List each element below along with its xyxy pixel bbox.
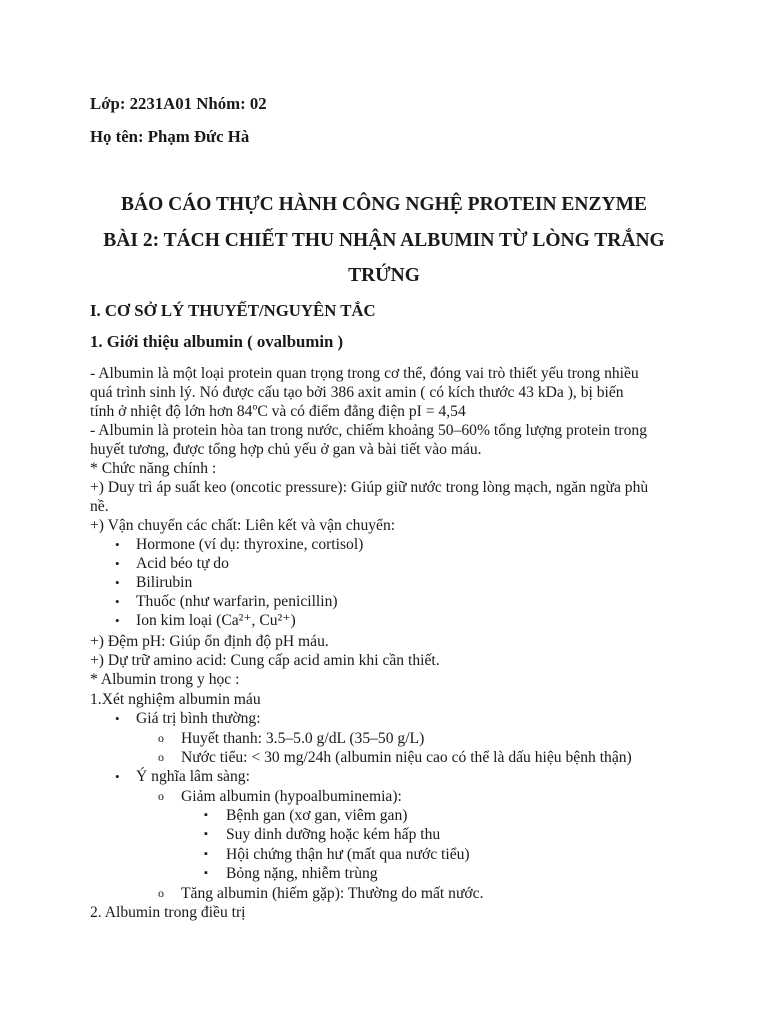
bullet-square-icon: ▪ (204, 828, 208, 840)
bullet-square-icon: ▪ (204, 848, 208, 860)
list-item: Bilirubin (136, 574, 193, 591)
bullet-disc-icon: • (115, 594, 120, 609)
lesson-title: BÀI 2: TÁCH CHIẾT THU NHẬN ALBUMIN TỪ LÒNG TRẮNG (103, 230, 665, 251)
bullet-square-icon: ▪ (204, 867, 208, 879)
paragraph-line: tính ở nhiệt độ lớn hơn 84ºC và có điểm đẳng điện pI = 4,54 (90, 403, 466, 420)
list-item: Bỏng nặng, nhiễm trùng (226, 865, 378, 882)
list-item: Giá trị bình thường: (136, 710, 261, 727)
list-item: Ý nghĩa lâm sàng: (136, 768, 250, 785)
test-heading: 1.Xét nghiệm albumin máu (90, 691, 261, 708)
bullet-disc-icon: • (115, 537, 120, 552)
bullet-disc-icon: • (115, 769, 120, 784)
list-item: Acid béo tự do (136, 555, 229, 572)
bullet-circle-icon: o (158, 886, 164, 900)
bullet-circle-icon: o (158, 789, 164, 803)
subsection-heading: 1. Giới thiệu albumin ( ovalbumin ) (90, 332, 344, 351)
function-item: +) Đệm pH: Giúp ổn định độ pH máu. (90, 633, 329, 650)
functions-heading: * Chức năng chính : (90, 460, 217, 477)
paragraph-line: - Albumin là protein hòa tan trong nước, chiếm khoảng 50–60% tổng lượng protein trong (90, 422, 647, 439)
list-item: Giảm albumin (hypoalbuminemia): (181, 788, 402, 805)
paragraph-line: quá trình sinh lý. Nó được cấu tạo bởi 386 axit amin ( có kích thước 43 kDa ), bị biến (90, 384, 624, 401)
report-title: BÁO CÁO THỰC HÀNH CÔNG NGHỆ PROTEIN ENZYME (121, 194, 647, 215)
bullet-disc-icon: • (115, 711, 120, 726)
bullet-disc-icon: • (115, 613, 120, 628)
list-item: Tăng albumin (hiếm gặp): Thường do mất nước. (181, 885, 484, 902)
paragraph-line: - Albumin là một loại protein quan trọng trong cơ thể, đóng vai trò thiết yếu trong nhiều (90, 365, 639, 382)
bullet-square-icon: ▪ (204, 809, 208, 821)
list-item: Thuốc (như warfarin, penicillin) (136, 593, 338, 610)
list-item: Hội chứng thận hư (mất qua nước tiểu) (226, 846, 470, 863)
paragraph-line: huyết tương, được tổng hợp chủ yếu ở gan và bài tiết vào máu. (90, 441, 482, 458)
treatment-heading: 2. Albumin trong điều trị (90, 904, 246, 921)
student-name-line: Họ tên: Phạm Đức Hà (90, 127, 250, 146)
list-item: Hormone (ví dụ: thyroxine, cortisol) (136, 536, 364, 553)
class-group-line: Lớp: 2231A01 Nhóm: 02 (90, 94, 267, 113)
bullet-disc-icon: • (115, 556, 120, 571)
list-item: Suy dinh dưỡng hoặc kém hấp thu (226, 826, 441, 843)
list-item: Bệnh gan (xơ gan, viêm gan) (226, 807, 408, 824)
lesson-title-continued: TRỨNG (348, 265, 420, 286)
bullet-circle-icon: o (158, 731, 164, 745)
function-item: +) Dự trữ amino acid: Cung cấp acid amin khi cần thiết. (90, 652, 440, 669)
list-item: Nước tiểu: < 30 mg/24h (albumin niệu cao có thể là dấu hiệu bệnh thận) (181, 749, 632, 766)
section-heading: I. CƠ SỞ LÝ THUYẾT/NGUYÊN TẮC (90, 301, 376, 320)
list-item: Ion kim loại (Ca²⁺, Cu²⁺) (136, 612, 296, 629)
list-item: Huyết thanh: 3.5–5.0 g/dL (35–50 g/L) (181, 730, 425, 747)
bullet-circle-icon: o (158, 750, 164, 764)
function-item-continued: nề. (90, 498, 109, 515)
function-item: +) Vận chuyển các chất: Liên kết và vận chuyển: (90, 517, 396, 534)
function-item: +) Duy trì áp suất keo (oncotic pressure): Giúp giữ nước trong lòng mạch, ngăn ngừa phù (90, 479, 649, 496)
medicine-heading: * Albumin trong y học : (90, 671, 240, 688)
bullet-disc-icon: • (115, 575, 120, 590)
